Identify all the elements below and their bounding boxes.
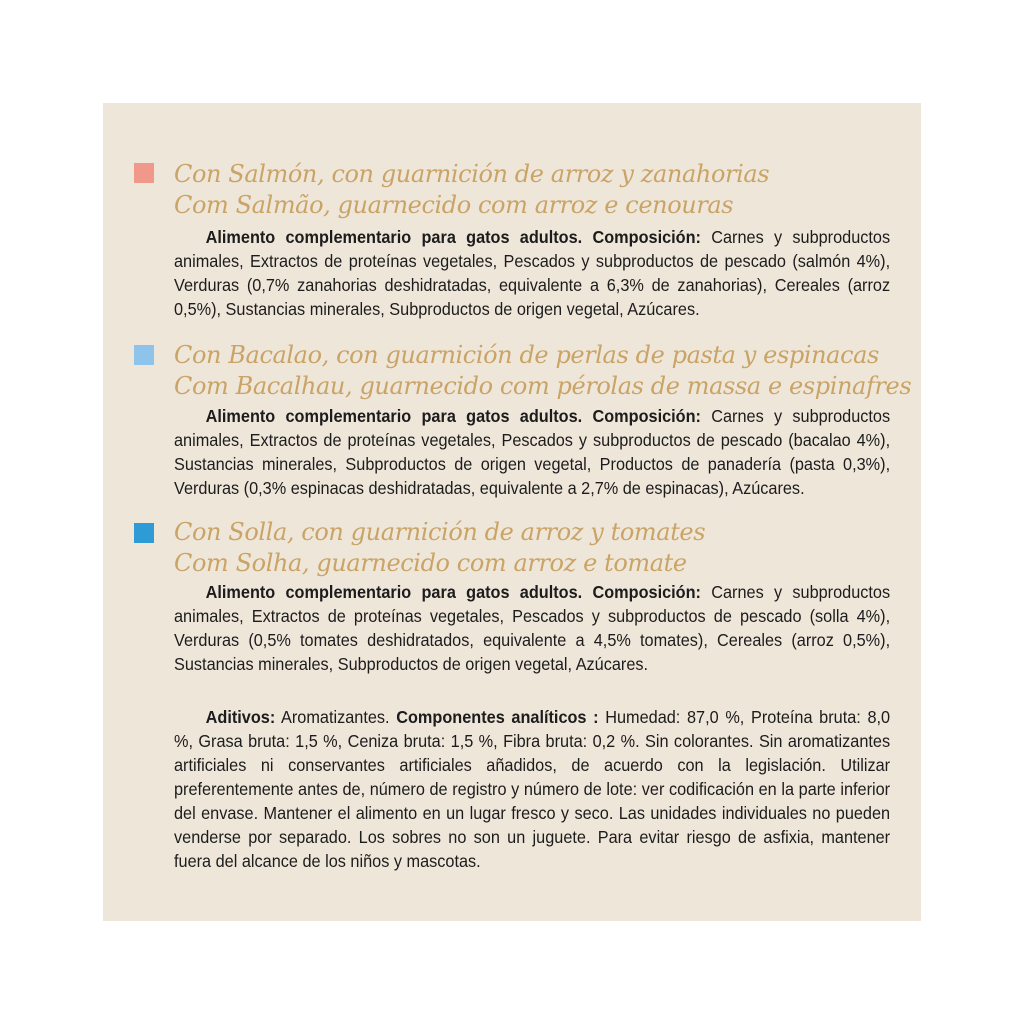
recipe-title-es: Con Salmón, con guarnición de arroz y zanahorias [174,160,770,188]
composition-ingredients: Carnes y subproductos animales, Extractos de proteínas vegetales, Pescados y subproductos de pescado (bacalao 4%), Sustancias minerales, Subproductos de origen vegetal, Productos de panadería (pasta 0,3%), Verduras (0,3% espinacas deshidratadas, equivalente a 2,7% de espinacas), Azúcares. [174,406,891,498]
plaice-color-swatch [134,523,154,543]
composition-lead: Alimento complementario para gatos adultos. Composición: [205,582,701,602]
analytics-text: Humedad: 87,0 %, Proteína bruta: 8,0 %, Grasa bruta: 1,5 %, Ceniza bruta: 1,5 %, Fibra bruta: 0,2 %. Sin colorantes. Sin aromatizantes artificiales ni conservantes artificiales añadidos, de acuerdo con la legislación. Utilizar preferentemente antes de, número de registro y número de lote: ver codificación en la parte inferior del envase. Mantener el alimento en un lugar fresco y seco. Las unidades individuales no pueden venderse por separado. Los sobres no son un juguete. Para evitar riesgo de asfixia, mantener fuera del alcance de los niños y mascotas. [174,707,891,871]
composition-lead: Alimento complementario para gatos adultos. Composición: [205,227,701,247]
additives-text: Aromatizantes. [275,707,397,727]
label-panel [103,103,921,921]
composition-lead: Alimento complementario para gatos adultos. Composición: [205,406,701,426]
recipe-title-pt: Com Solha, guarnecido com arroz e tomate [174,549,687,577]
recipe-title-pt: Com Salmão, guarnecido com arroz e cenouras [174,191,734,219]
additives-paragraph [174,705,890,873]
composition-text [174,404,890,500]
cod-color-swatch [134,345,154,365]
composition-text [174,225,890,321]
composition-text [174,580,890,676]
recipe-title-pt: Com Bacalhau, guarnecido com pérolas de massa e espinafres [174,372,912,400]
recipe-title-es: Con Solla, con guarnición de arroz y tomates [174,518,706,546]
composition-ingredients: Carnes y subproductos animales, Extractos de proteínas vegetales, Pescados y subproductos de pescado (solla 4%), Verduras (0,5% tomates deshidratados, equivalente a 4,5% tomates), Cereales (arroz 0,5%), Sustancias minerales, Subproductos de origen vegetal, Azúcares. [174,582,891,674]
additives-label: Aditivos: [205,707,276,727]
analytics-label: Componentes analíticos : [396,707,599,727]
composition-ingredients: Carnes y subproductos animales, Extractos de proteínas vegetales, Pescados y subproductos de pescado (salmón 4%), Verduras (0,7% zanahorias deshidratadas, equivalente a 6,3% de zanahorias), Cereales (arroz 0,5%), Sustancias minerales, Subproductos de origen vegetal, Azúcares. [174,227,891,319]
recipe-title-es: Con Bacalao, con guarnición de perlas de pasta y espinacas [174,341,879,369]
salmon-color-swatch [134,163,154,183]
